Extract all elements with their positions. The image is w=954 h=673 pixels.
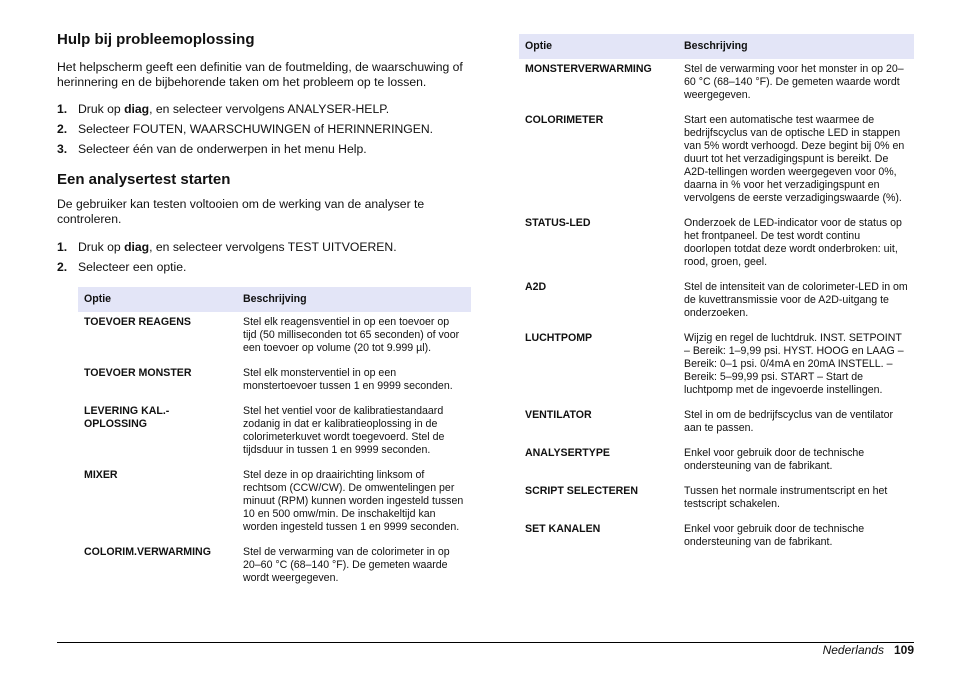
option-name: ANALYSERTYPE <box>525 447 610 459</box>
step-item: 2. Selecteer een optie. <box>57 260 187 274</box>
option-name: LEVERING KAL.-OPLOSSING <box>84 405 170 430</box>
table-header-option: Optie <box>519 34 678 59</box>
section-intro-analyser-test: De gebruiker kan testen voltooien om de werking van de analyser te controleren. <box>57 197 425 226</box>
option-name: STATUS-LED <box>525 217 591 229</box>
step-item: 3. Selecteer één van de onderwerpen in het menu Help. <box>57 142 367 156</box>
option-description: Stel de intensiteit van de colorimeter-LED in om de kuvettransmissie voor de A2D-uitgang te onderzoeken. <box>684 281 908 319</box>
option-description: Stel elk reagensventiel in op een toevoer op tijd (50 milliseconden tot 65 seconden) of voor een toevoer op volume (20 tot 9.999 µl). <box>243 316 460 354</box>
step-item: 1. Druk op diag, en selecteer vervolgens TEST UITVOEREN. <box>57 240 397 254</box>
table-row <box>519 213 914 277</box>
left-column <box>57 30 471 593</box>
table-row <box>519 481 914 519</box>
section-title-troubleshooting: Hulp bij probleemoplossing <box>57 31 255 48</box>
step-item: 2. Selecteer FOUTEN, WAARSCHUWINGEN of HERINNERINGEN. <box>57 122 434 136</box>
footer-divider <box>57 642 914 643</box>
options-table-left <box>78 287 471 593</box>
section-intro-troubleshooting: Het helpscherm geeft een definitie van de foutmelding, de waarschuwing of herinnering en de bijbehorende taken om het probleem op te lossen. <box>57 60 463 89</box>
steps-analyser-test <box>57 240 471 275</box>
table-row <box>519 110 914 213</box>
table-row <box>78 363 471 401</box>
option-description: Stel de verwarming van de colorimeter in op 20–60 °C (68–140 °F). De gemeten waarde wordt weergegeven. <box>243 546 450 584</box>
option-description: Enkel voor gebruik door de technische ondersteuning van de fabrikant. <box>684 447 865 472</box>
option-description: Stel deze in op draairichting linksom of rechtsom (CCW/CW). De omwentelingen per minuut (RPM) kunnen worden ingesteld tussen 10 en 500 omw/min. De inschakeltijd kan worden ingesteld tussen 1 en 9999 seconden. <box>243 469 464 533</box>
options-table-right <box>519 34 914 557</box>
option-description: Stel in om de bedrijfscyclus van de ventilator aan te passen. <box>684 409 894 434</box>
option-name: MONSTERVERWARMING <box>525 63 652 75</box>
table-row <box>519 519 914 557</box>
table-row <box>78 542 471 593</box>
page-footer <box>823 643 914 657</box>
table-row <box>519 443 914 481</box>
option-description: Tussen het normale instrumentscript en het testscript schakelen. <box>684 485 888 510</box>
options-table-left-wrap <box>78 287 471 593</box>
option-name: COLORIM.VERWARMING <box>84 546 211 558</box>
option-name: TOEVOER MONSTER <box>84 367 192 379</box>
table-row <box>519 59 914 110</box>
option-name: A2D <box>525 281 547 293</box>
right-column <box>519 34 914 557</box>
option-name: LUCHTPOMP <box>525 332 593 344</box>
table-header-description: Beschrijving <box>678 34 914 59</box>
page-number: 109 <box>893 643 914 657</box>
option-name: SET KANALEN <box>525 523 601 535</box>
section-title-analyser-test: Een analysertest starten <box>57 171 231 188</box>
option-description: Stel de verwarming voor het monster in op 20–60 °C (68–140 °F). De gemeten waarde wordt weergegeven. <box>684 63 904 101</box>
option-name: COLORIMETER <box>525 114 604 126</box>
key-diag: diag <box>124 102 150 116</box>
table-row <box>78 312 471 363</box>
option-name: SCRIPT SELECTEREN <box>525 485 639 497</box>
option-description: Enkel voor gebruik door de technische ondersteuning van de fabrikant. <box>684 523 865 548</box>
option-description: Stel het ventiel voor de kalibratiestandaard zodanig in dat er kalibratieoplossing in de colorimeterkuvet wordt toegevoerd. Stel de tijdsduur in tussen 1 en 9999 seconden. <box>243 405 445 456</box>
option-name: VENTILATOR <box>525 409 592 421</box>
option-name: MIXER <box>84 469 118 481</box>
table-row <box>78 401 471 465</box>
step-item: 1. Druk op diag, en selecteer vervolgens ANALYSER-HELP. <box>57 102 390 116</box>
option-description: Wijzig en regel de luchtdruk. INST. SETPOINT – Bereik: 1–9,99 psi. HYST. HOOG en LAAG – Bereik: 0–1 psi. 0/4mA en 20mA INSTELL. – Bereik: 5–99,99 psi. START – Start de luchtpomp met de ingevoerde instellingen. <box>684 332 904 396</box>
key-diag: diag <box>124 240 150 254</box>
table-header-description: Beschrijving <box>237 287 471 312</box>
option-description: Onderzoek de LED-indicator voor de status op het frontpaneel. De test wordt continu doorlopen totdat deze wordt onderbroken: uit, rood, groen, geel. <box>684 217 902 268</box>
table-row <box>519 405 914 443</box>
option-name: TOEVOER REAGENS <box>84 316 191 328</box>
table-row <box>78 465 471 542</box>
footer-language: Nederlands <box>822 643 884 657</box>
option-description: Stel elk monsterventiel in op een monstertoevoer tussen 1 en 9999 seconden. <box>243 367 453 392</box>
option-description: Start een automatische test waarmee de bedrijfscyclus van de optische LED in stappen van 5% wordt verhoogd. Deze begint bij 0% en duurt tot het verzadigingspunt is bereikt. De A2D-tellingen worden weergegeven voor 0%, daarna in % voor het verzadigingspunt en vervolgens de eerste verzadigingswaarde (%). <box>684 114 905 204</box>
table-header-option: Optie <box>78 287 237 312</box>
table-row <box>519 328 914 405</box>
steps-troubleshooting <box>57 102 471 157</box>
table-row <box>519 277 914 328</box>
